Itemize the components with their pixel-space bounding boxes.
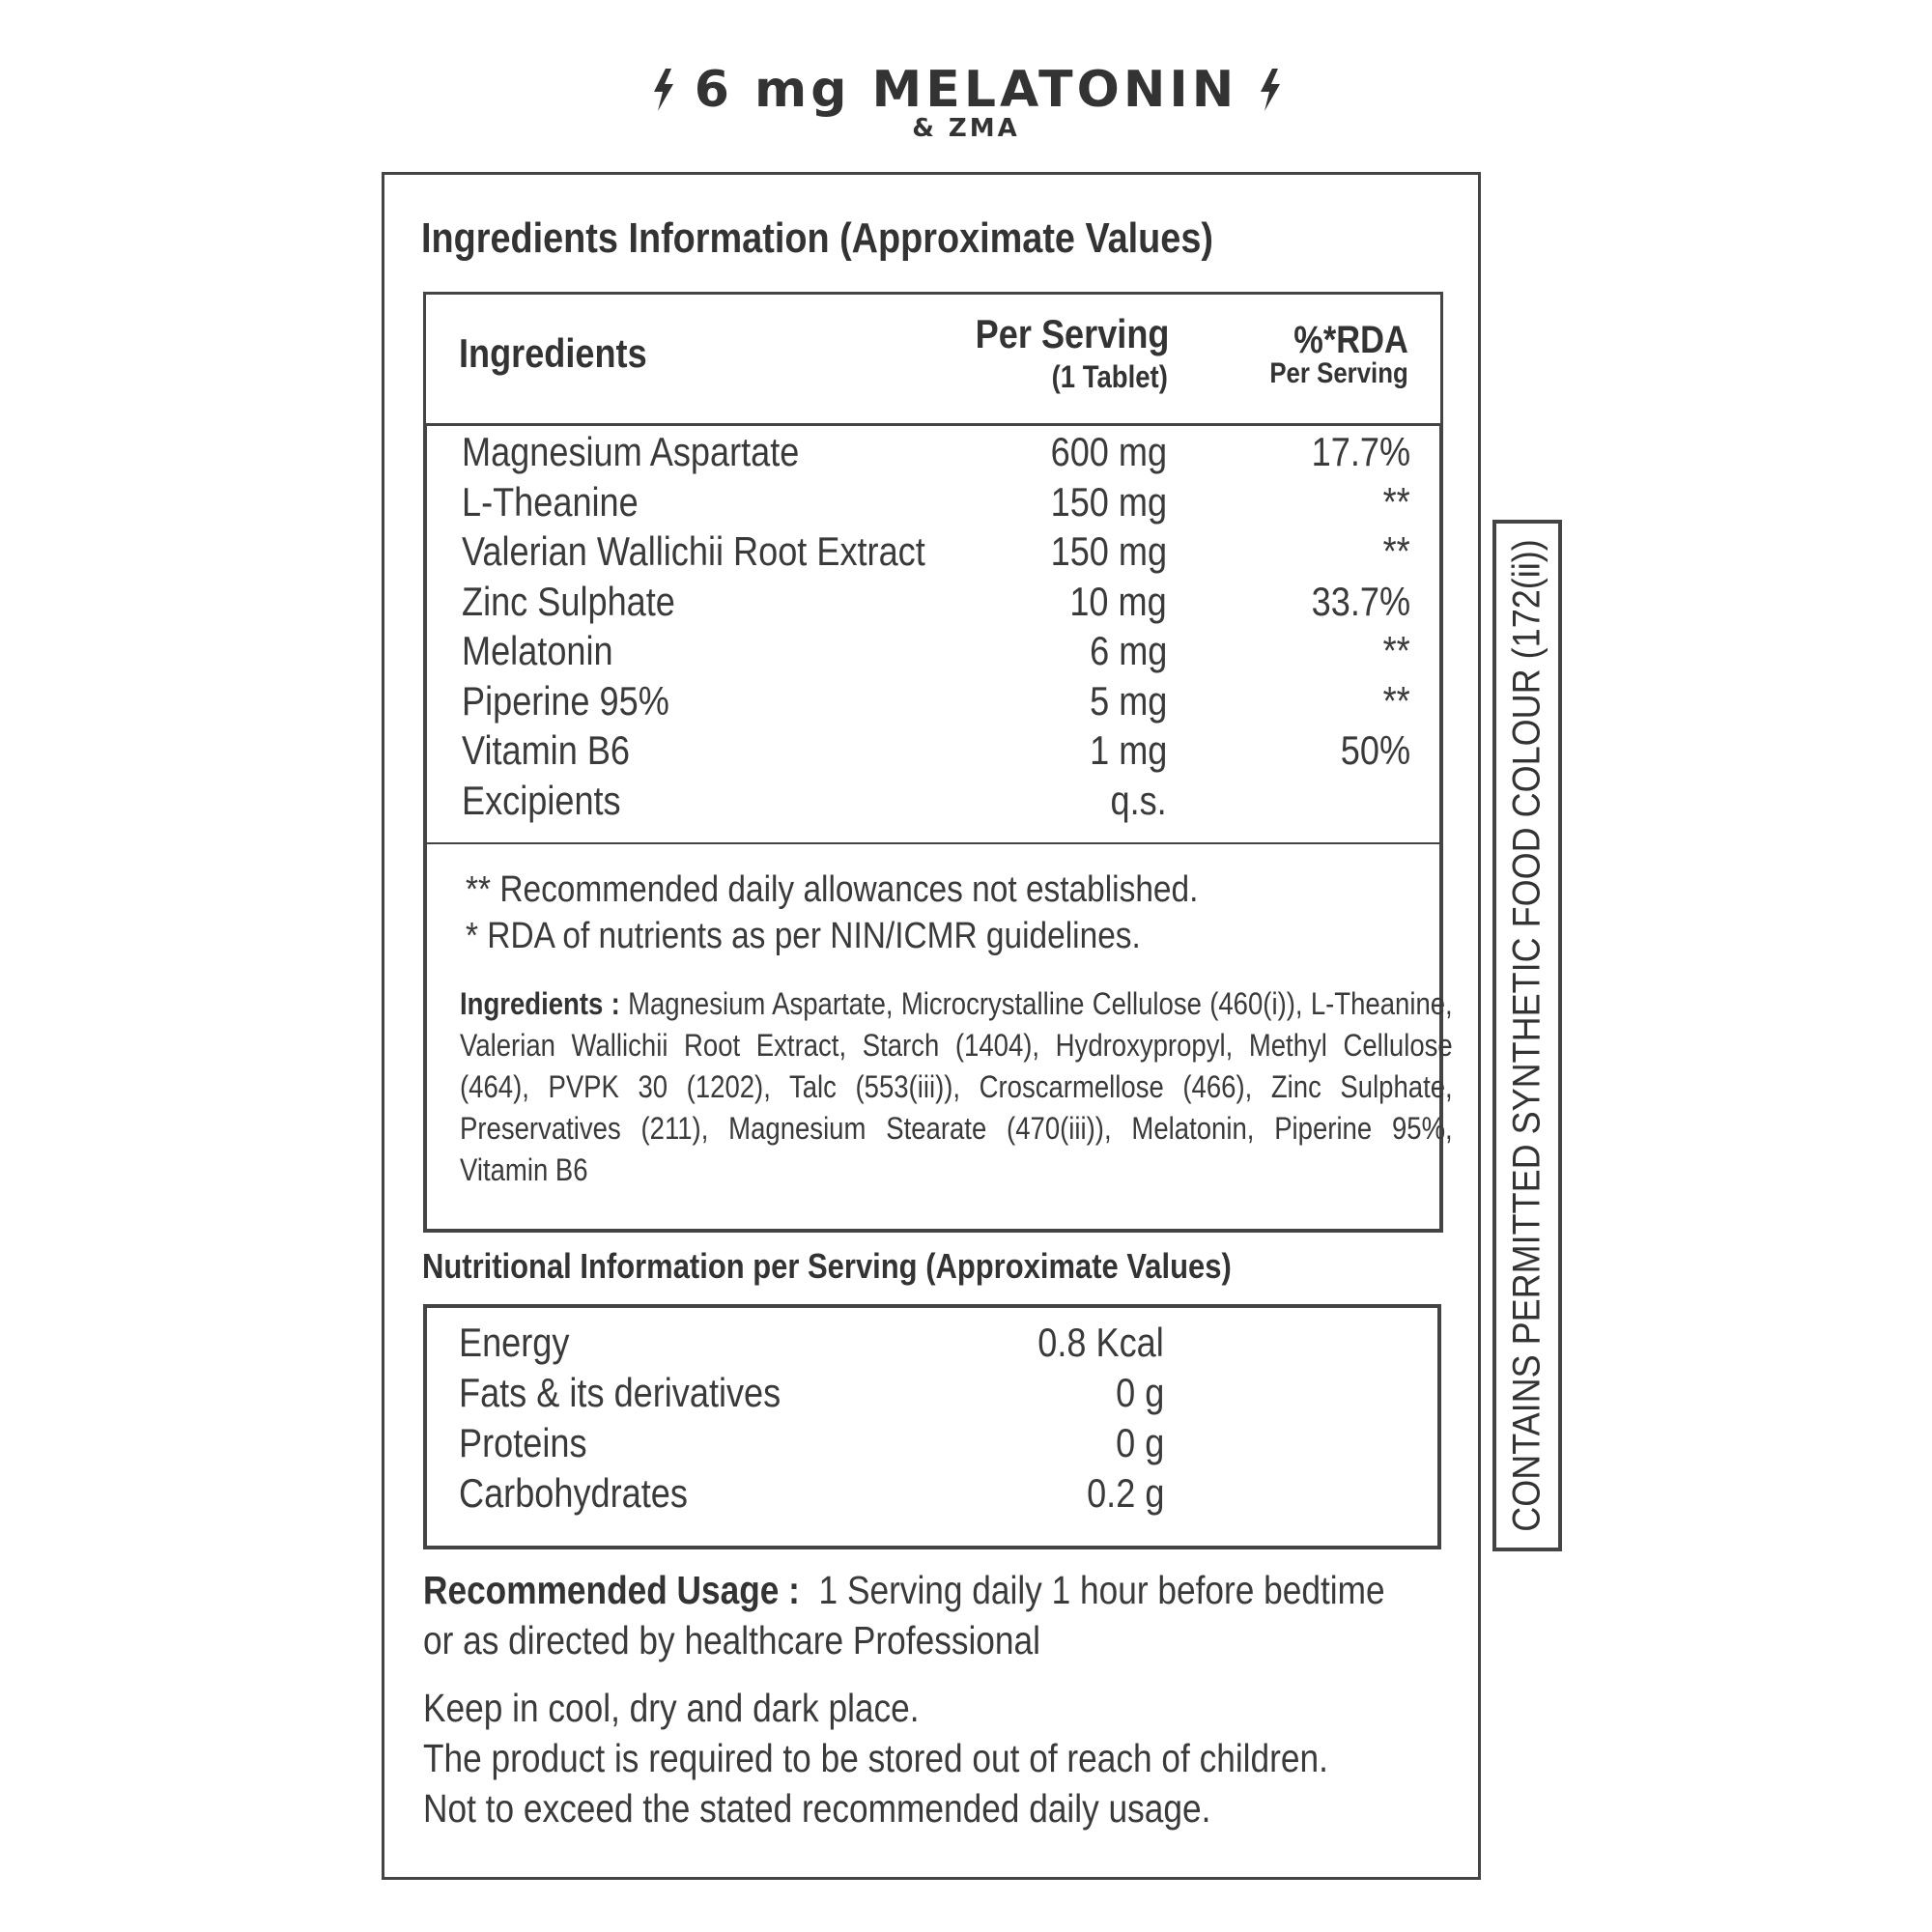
ingredient-rda: 50% bbox=[1340, 727, 1410, 773]
nutrient-amount: 0.8 Kcal bbox=[1037, 1320, 1164, 1365]
table-row bbox=[462, 528, 1428, 579]
storage-line: Not to exceed the stated recommended daily usage. bbox=[423, 1786, 1211, 1831]
ingredient-name: Valerian Wallichii Root Extract bbox=[462, 528, 925, 574]
ingredient-rda: ** bbox=[1382, 528, 1410, 574]
ingredient-rda: ** bbox=[1382, 628, 1410, 673]
ingredients-list bbox=[460, 983, 1453, 1191]
table-row bbox=[462, 778, 1428, 828]
table-row bbox=[459, 1470, 1425, 1520]
notes-divider bbox=[426, 842, 1440, 844]
nutrient-name: Fats & its derivatives bbox=[459, 1370, 781, 1415]
ingredient-amount: 6 mg bbox=[1089, 628, 1167, 673]
ingredient-rda: 33.7% bbox=[1311, 578, 1410, 624]
ingredient-amount: q.s. bbox=[1110, 777, 1167, 823]
ingredient-rda: ** bbox=[1382, 478, 1410, 525]
nutrient-amount: 0 g bbox=[1115, 1420, 1164, 1465]
ingredient-amount: 10 mg bbox=[1069, 578, 1167, 624]
lightning-bolt-icon bbox=[1255, 69, 1284, 111]
ingredient-name: Vitamin B6 bbox=[462, 727, 631, 773]
table-row bbox=[462, 479, 1428, 529]
nutrient-name: Carbohydrates bbox=[459, 1470, 688, 1516]
nutrient-amount: 0 g bbox=[1115, 1370, 1164, 1415]
ingredient-amount: 1 mg bbox=[1089, 727, 1167, 773]
ingredient-amount: 5 mg bbox=[1089, 677, 1167, 724]
recommended-usage-label: Recommended Usage : bbox=[423, 1568, 800, 1612]
ingredient-name: Magnesium Aspartate bbox=[462, 429, 800, 474]
recommended-usage bbox=[423, 1565, 1416, 1665]
recommended-usage-text: 1 Serving daily 1 hour before bedtime or as directed by healthcare Professional bbox=[423, 1568, 1385, 1662]
table-border bbox=[423, 1229, 1443, 1233]
ingredient-rda: ** bbox=[1382, 677, 1410, 724]
column-header-per-serving: Per Serving bbox=[975, 311, 1169, 356]
nutrition-table-body bbox=[459, 1320, 1425, 1520]
storage-line: The product is required to be stored out of reach of children. bbox=[423, 1736, 1328, 1780]
table-row bbox=[459, 1420, 1425, 1470]
column-header-per-serving-unit: (1 Tablet) bbox=[1051, 359, 1168, 394]
table-header-divider bbox=[423, 423, 1443, 426]
ingredients-list-label: Ingredients : bbox=[460, 986, 620, 1021]
ingredient-name: Zinc Sulphate bbox=[462, 578, 675, 624]
table-border bbox=[423, 423, 427, 1233]
ingredient-amount: 600 mg bbox=[1050, 429, 1167, 474]
product-title: 6 mg MELATONIN bbox=[694, 61, 1238, 119]
ingredient-name: Melatonin bbox=[462, 628, 613, 673]
column-header-ingredients: Ingredients bbox=[459, 330, 647, 376]
table-row bbox=[459, 1320, 1425, 1370]
footnote-rda-guidelines: * RDA of nutrients as per NIN/ICMR guidelines. bbox=[466, 916, 1141, 956]
lightning-bolt-icon bbox=[648, 69, 677, 111]
ingredients-section-title: Ingredients Information (Approximate Values) bbox=[421, 214, 1213, 262]
ingredient-rda: 17.7% bbox=[1311, 429, 1410, 474]
ingredient-amount: 150 mg bbox=[1050, 478, 1167, 525]
table-row bbox=[459, 1370, 1425, 1420]
ingredient-name: Piperine 95% bbox=[462, 677, 669, 724]
footnote-rda-not-established: ** Recommended daily allowances not established. bbox=[466, 869, 1199, 910]
column-header-rda: %*RDA bbox=[1293, 319, 1408, 361]
table-row bbox=[462, 429, 1428, 479]
nutrient-amount: 0.2 g bbox=[1086, 1470, 1164, 1516]
storage-line: Keep in cool, dry and dark place. bbox=[423, 1686, 920, 1730]
ingredient-amount: 150 mg bbox=[1050, 528, 1167, 574]
table-row bbox=[462, 727, 1428, 778]
table-row bbox=[462, 579, 1428, 629]
storage-instructions bbox=[423, 1683, 1328, 1833]
side-note-text: CONTAINS PERMITTED SYNTHETIC FOOD COLOUR (172(ii)) bbox=[1505, 539, 1548, 1532]
nutrition-section-title: Nutritional Information per Serving (Approximate Values) bbox=[422, 1246, 1232, 1286]
ingredients-list-text: Magnesium Aspartate, Microcrystalline Cellulose (460(i)), L-Theanine, Valerian Wallichii Root Extract, Starch (1404), Hydroxypropyl, Methyl Cellulose (464), PVPK 30 (1202), Talc (553(iii)), Croscarmellose (466), Zinc Sulphate, Preservatives (211), Magnesium Stearate (470(iii)), Melatonin, Piperine 95%, Vitamin B6 bbox=[460, 986, 1453, 1187]
nutrient-name: Proteins bbox=[459, 1420, 587, 1465]
table-row bbox=[462, 678, 1428, 728]
ingredient-name: L-Theanine bbox=[462, 478, 639, 525]
nutrient-name: Energy bbox=[459, 1320, 570, 1365]
ingredient-name: Excipients bbox=[462, 777, 621, 823]
ingredients-table-body bbox=[462, 429, 1428, 827]
product-subtitle: & ZMA bbox=[912, 114, 1020, 143]
table-row bbox=[462, 628, 1428, 678]
column-header-rda-sub: Per Serving bbox=[1269, 357, 1408, 389]
